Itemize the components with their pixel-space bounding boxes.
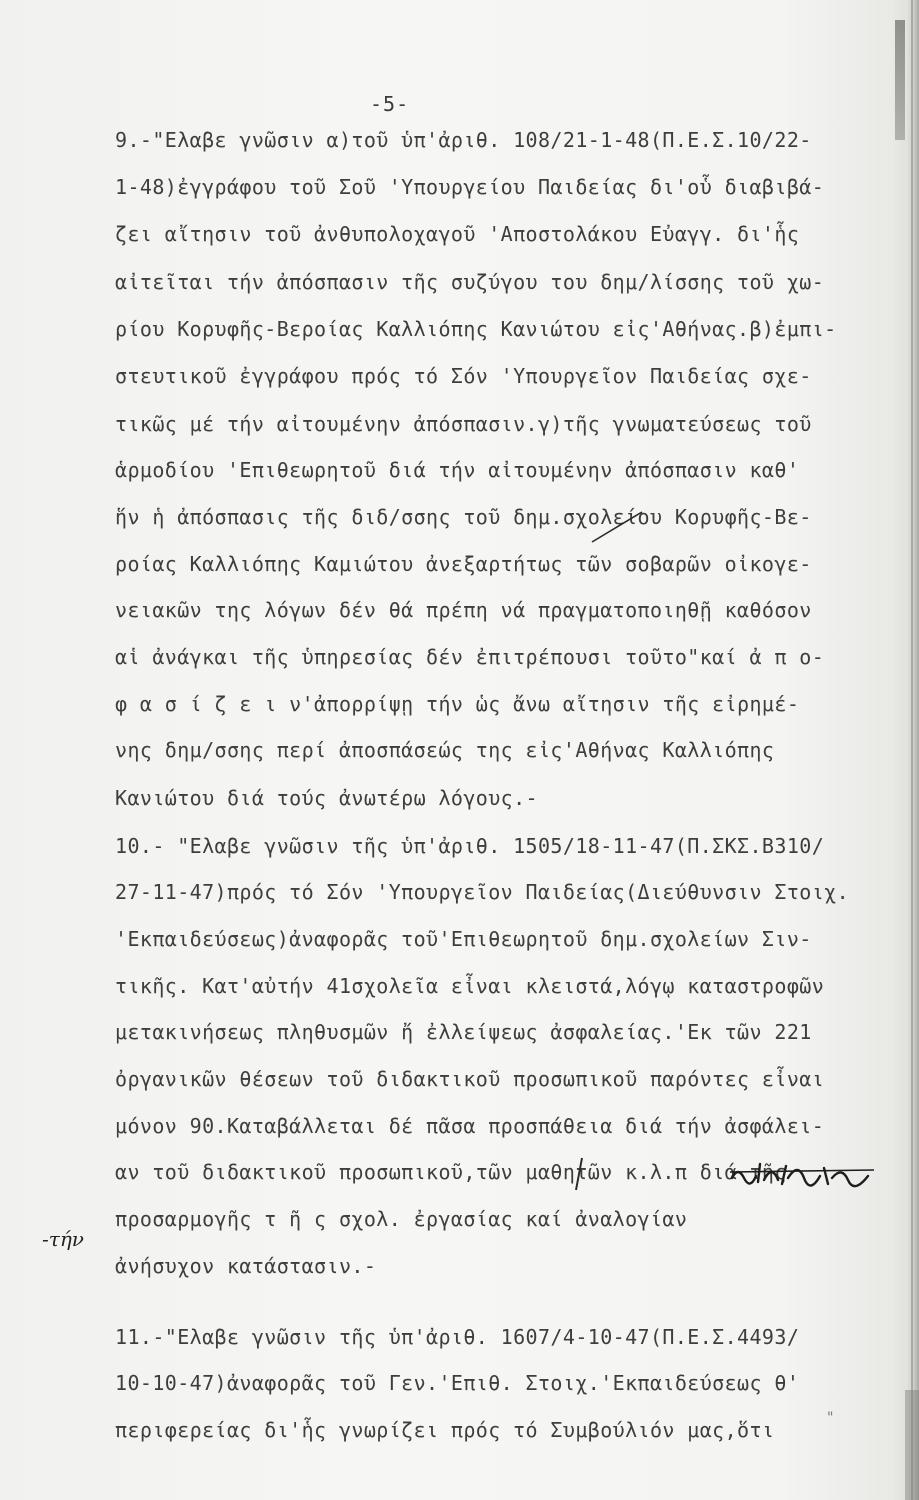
text-line: 11.-"Ελαβε γνῶσιν τῆς ὑπ'ἀριθ. 1607/4-10-47(Π.Ε.Σ.4493/ <box>115 1325 800 1349</box>
text-line: νης δημ/σσης περί ἀποσπάσεώς της εἰς'Αθήνας Καλλιόπης <box>115 738 775 762</box>
text-line: 9.-"Ελαβε γνῶσιν α)τοῦ ὑπ'ἀριθ. 108/21-1-48(Π.Ε.Σ.10/22- <box>115 128 812 152</box>
text-line: τικῆς. Κατ'αὐτήν 41σχολεῖα εἶναι κλειστά,λόγῳ καταστροφῶν <box>115 974 825 998</box>
text-line: μετακινήσεως πληθυσμῶν ἤ ἐλλείψεως ἀσφαλείας.'Εκ τῶν 221 <box>115 1020 812 1044</box>
text-line: νειακῶν της λόγων δέν θά πρέπη νά πραγματοποιηθῇ καθόσον <box>115 598 812 622</box>
text-line: ὀργανικῶν θέσεων τοῦ διδακτικοῦ προσωπικοῦ παρόντες εἶναι <box>115 1067 825 1091</box>
strike-mark <box>588 508 648 548</box>
text-line: 10-10-47)ἀναφορᾶς τοῦ Γεν.'Επιθ. Στοιχ.'Εκπαιδεύσεως θ' <box>115 1371 800 1395</box>
text-line: 1-48)ἐγγράφου τοῦ Σοῦ 'Υπουργείου Παιδείας δι'οὗ διαβιβά- <box>115 175 825 199</box>
text-line: 10.- "Ελαβε γνῶσιν τῆς ὑπ'ἀριθ. 1505/18-11-47(Π.ΣΚΣ.Β310/ <box>115 834 825 858</box>
binding-mark <box>895 20 905 140</box>
text-line: στευτικοῦ ἐγγράφου πρός τό Σόν 'Υπουργεῖον Παιδείας σχε- <box>115 364 812 388</box>
text-line: τικῶς μέ τήν αἰτουμένην ἀπόσπασιν.γ)τῆς γνωματεύσεως τοῦ <box>115 412 812 436</box>
page-stain <box>905 1390 919 1500</box>
handwritten-margin-note: -τήν <box>42 1227 84 1251</box>
text-line: 'Εκπαιδεύσεως)ἀναφορᾶς τοῦ'Επιθεωρητοῦ δημ.σχολείων Σιν- <box>115 927 812 951</box>
text-line: προσαρμογῆς τ ῆ ς σχολ. ἐργασίας καί ἀναλογίαν <box>115 1207 688 1231</box>
handwritten-scribble <box>728 1158 878 1188</box>
text-line: αἰτεῖται τήν ἀπόσπασιν τῆς συζύγου του δημ/λίσσης τοῦ χω- <box>115 270 825 294</box>
text-line: 27-11-47)πρός τό Σόν 'Υπουργεῖον Παιδείας(Διεύθυνσιν Στοιχ. <box>115 880 850 904</box>
text-line: φ α σ ί ζ ε ι ν'ἀπορρίψῃ τήν ὡς ἄνω αἴτησιν τῆς εἰρημέ- <box>115 692 800 716</box>
punctuation-mark: " <box>826 1410 835 1426</box>
text-line: ἀνήσυχον κατάστασιν.- <box>115 1254 377 1278</box>
text-line: ἥν ἡ ἀπόσπασις τῆς διδ/σσης τοῦ δημ.σχολείου Κορυφῆς-Βε- <box>115 505 812 529</box>
text-line: μόνον 90.Καταβάλλεται δέ πᾶσα προσπάθεια διά τήν ἀσφάλει- <box>115 1114 825 1138</box>
pen-mark <box>568 1154 588 1194</box>
text-line: αἱ ἀνάγκαι τῆς ὑπηρεσίας δέν ἐπιτρέπουσι τοῦτο"καί ἀ π ο- <box>115 645 825 669</box>
text-line: αν τοῦ διδακτικοῦ προσωπικοῦ,τῶν μαθητῶν κ.λ.π διά τῆς <box>115 1160 787 1184</box>
text-line: περιφερείας δι'ἧς γνωρίζει πρός τό Συμβούλιόν μας,ὅτι <box>115 1418 775 1442</box>
text-line: ροίας Καλλιόπης Καμιώτου ἀνεξαρτήτως τῶν σοβαρῶν οἰκογε- <box>115 552 812 576</box>
page-right-edge <box>905 0 919 1500</box>
text-line: ρίου Κορυφῆς-Βεροίας Καλλιόπης Κανιώτου εἰς'Αθήνας.β)ἐμπι- <box>115 317 837 341</box>
text-line: Κανιώτου διά τούς ἀνωτέρω λόγους.- <box>115 786 538 810</box>
page-number: -5- <box>370 92 410 116</box>
text-line: ἁρμοδίου 'Επιθεωρητοῦ διά τήν αἰτουμένην ἀπόσπασιν καθ' <box>115 458 800 482</box>
text-line: ζει αἴτησιν τοῦ ἀνθυπολοχαγοῦ 'Αποστολάκου Εὐαγγ. δι'ἧς <box>115 222 800 246</box>
